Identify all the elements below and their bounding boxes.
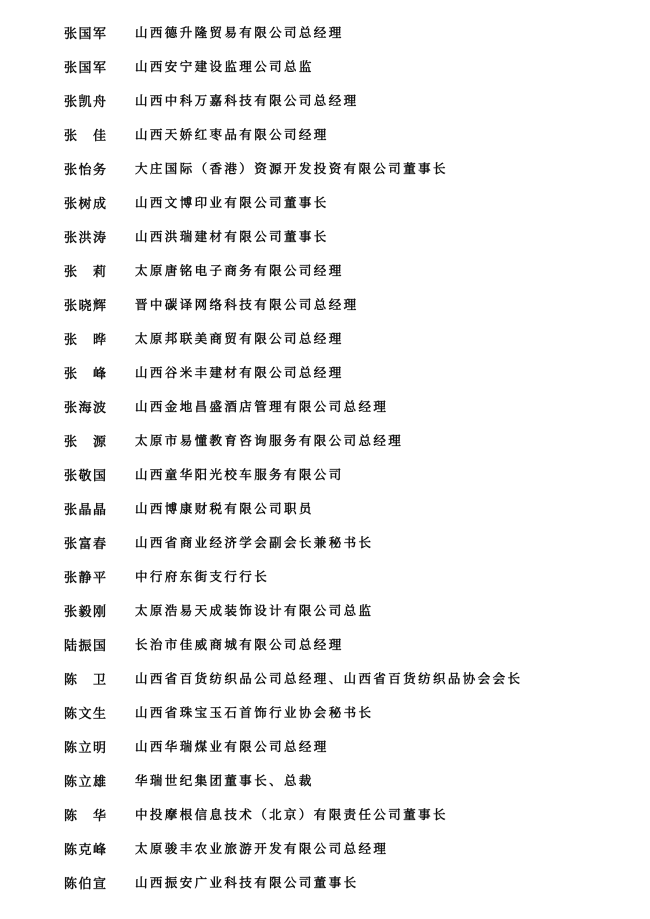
list-item <box>0 49 650 83</box>
person-title: 山西中科万嘉科技有限公司总经理 <box>135 93 359 108</box>
list-item <box>0 287 650 321</box>
person-title: 太原邦联美商贸有限公司总经理 <box>135 331 344 346</box>
person-title: 晋中碳译网络科技有限公司总经理 <box>135 297 359 312</box>
person-name: 陈立雄 <box>64 774 108 790</box>
list-item <box>0 15 650 49</box>
list-item <box>0 185 650 219</box>
list-item <box>0 627 650 661</box>
person-name: 陆振国 <box>64 638 108 654</box>
person-title: 山西振安广业科技有限公司董事长 <box>135 875 359 890</box>
person-name: 张国军 <box>64 26 108 42</box>
list-item <box>0 117 650 151</box>
person-title: 山西省百货纺织品公司总经理、山西省百货纺织品协会会长 <box>135 671 523 686</box>
list-item <box>0 797 650 831</box>
list-item <box>0 491 650 525</box>
person-title: 山西安宁建设监理公司总监 <box>135 59 314 74</box>
list-item <box>0 763 650 797</box>
person-name: 张晓辉 <box>64 298 108 314</box>
person-title: 山西金地昌盛酒店管理有限公司总经理 <box>135 399 389 414</box>
person-title: 山西省商业经济学会副会长兼秘书长 <box>135 535 374 550</box>
list-item <box>0 661 650 695</box>
person-name: 张洪涛 <box>64 230 108 246</box>
list-item <box>0 355 650 389</box>
person-title: 太原唐铭电子商务有限公司经理 <box>135 263 344 278</box>
list-item <box>0 865 650 899</box>
list-item <box>0 83 650 117</box>
person-name: 张 源 <box>64 434 108 450</box>
list-item <box>0 321 650 355</box>
person-name: 陈克峰 <box>64 842 108 858</box>
person-name: 张 晔 <box>64 332 108 348</box>
person-name: 陈立明 <box>64 740 108 756</box>
list-item <box>0 457 650 491</box>
person-title: 华瑞世纪集团董事长、总裁 <box>135 773 314 788</box>
person-title: 山西德升隆贸易有限公司总经理 <box>135 25 344 40</box>
person-name: 陈 华 <box>64 808 108 824</box>
person-name: 张凯舟 <box>64 94 108 110</box>
person-name: 张富春 <box>64 536 108 552</box>
person-title: 山西华瑞煤业有限公司总经理 <box>135 739 329 754</box>
list-item <box>0 219 650 253</box>
list-item <box>0 559 650 593</box>
list-item <box>0 253 650 287</box>
person-title: 山西文博印业有限公司董事长 <box>135 195 329 210</box>
person-title: 中行府东街支行行长 <box>135 569 270 584</box>
person-name: 张树成 <box>64 196 108 212</box>
list-item <box>0 695 650 729</box>
person-name: 张 莉 <box>64 264 108 280</box>
person-title: 大庄国际（香港）资源开发投资有限公司董事长 <box>135 161 448 176</box>
list-item <box>0 831 650 865</box>
person-title: 长治市佳威商城有限公司总经理 <box>135 637 344 652</box>
list-item <box>0 423 650 457</box>
list-item <box>0 593 650 627</box>
person-name: 张敬国 <box>64 468 108 484</box>
person-title: 山西天娇红枣品有限公司经理 <box>135 127 329 142</box>
person-name: 张 峰 <box>64 366 108 382</box>
person-name: 张静平 <box>64 570 108 586</box>
person-title: 山西童华阳光校车服务有限公司 <box>135 467 344 482</box>
person-title: 太原市易懂教育咨询服务有限公司总经理 <box>135 433 404 448</box>
person-title: 太原骏丰农业旅游开发有限公司总经理 <box>135 841 389 856</box>
person-name: 陈 卫 <box>64 672 108 688</box>
person-name: 陈文生 <box>64 706 108 722</box>
person-name: 张海波 <box>64 400 108 416</box>
list-item <box>0 151 650 185</box>
person-name: 张 佳 <box>64 128 108 144</box>
person-title: 山西谷米丰建材有限公司总经理 <box>135 365 344 380</box>
list-item <box>0 525 650 559</box>
person-title: 太原浩易天成装饰设计有限公司总监 <box>135 603 374 618</box>
person-title: 山西博康财税有限公司职员 <box>135 501 314 516</box>
list-item <box>0 729 650 763</box>
person-title: 山西省珠宝玉石首饰行业协会秘书长 <box>135 705 374 720</box>
list-item <box>0 389 650 423</box>
person-title: 中投摩根信息技术（北京）有限责任公司董事长 <box>135 807 448 822</box>
person-name: 张国军 <box>64 60 108 76</box>
person-name: 张毅刚 <box>64 604 108 620</box>
person-name: 张怡务 <box>64 162 108 178</box>
member-roster <box>0 15 650 899</box>
person-name: 陈伯宣 <box>64 876 108 892</box>
person-title: 山西洪瑞建材有限公司董事长 <box>135 229 329 244</box>
person-name: 张晶晶 <box>64 502 108 518</box>
